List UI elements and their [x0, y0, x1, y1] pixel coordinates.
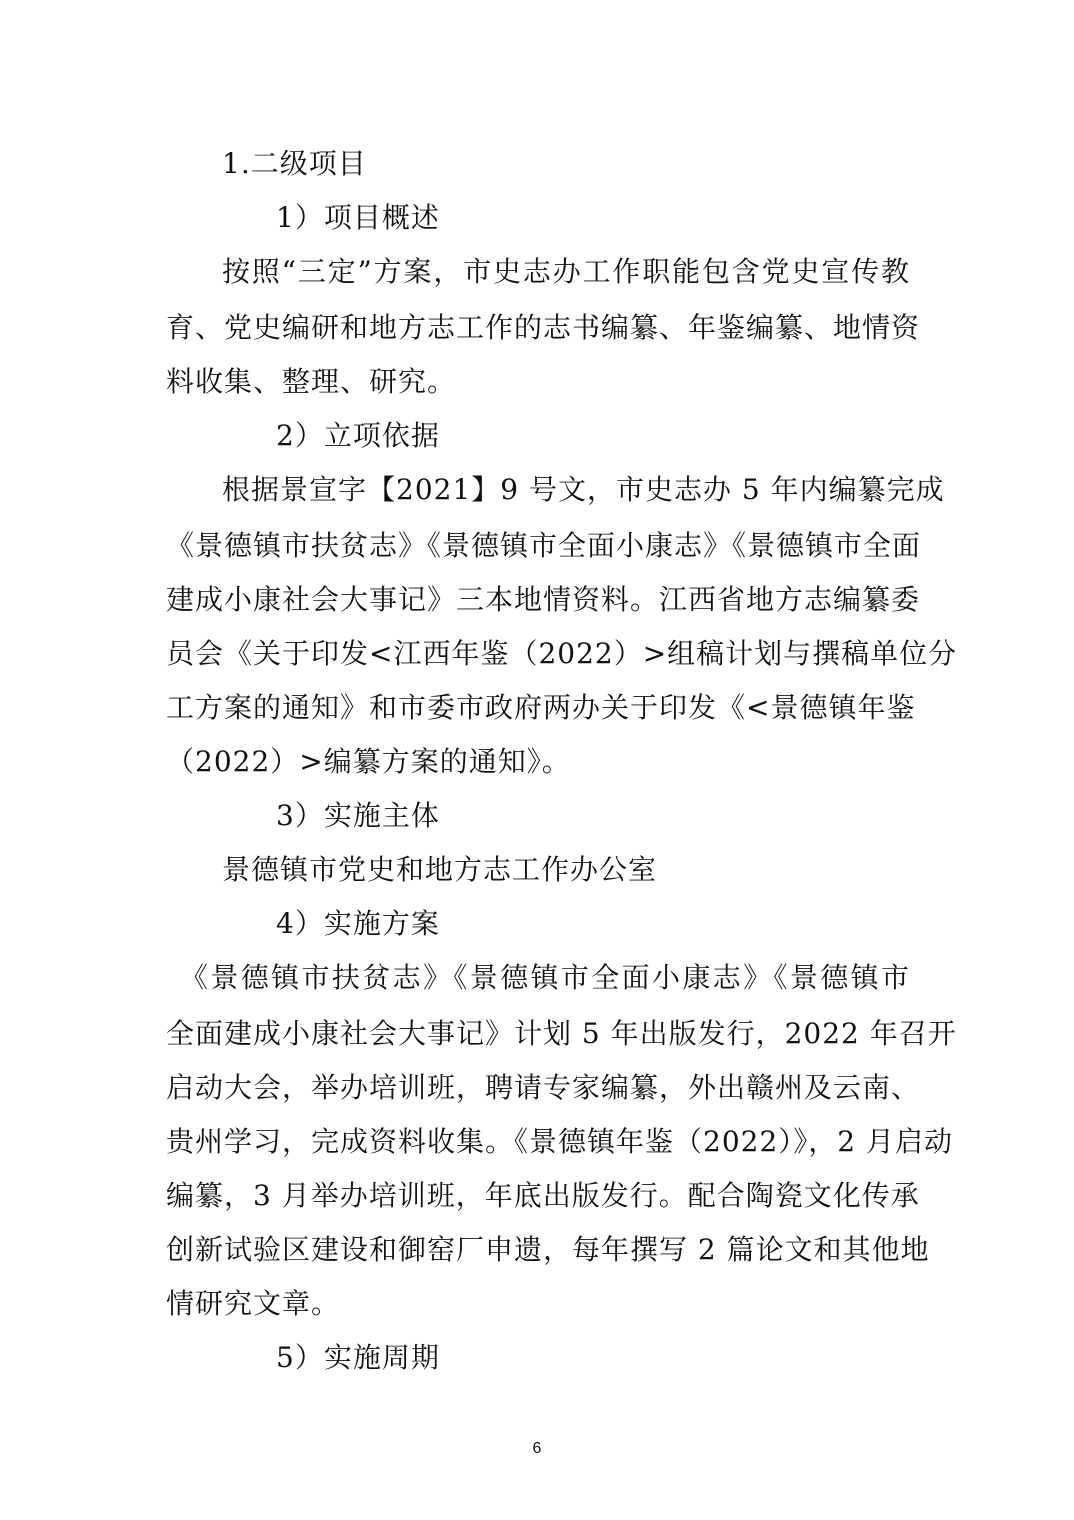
subsection-title: 2）立项依据: [276, 419, 440, 452]
paragraph-line: 编纂，3 月举办培训班，年底出版发行。配合陶瓷文化传承: [166, 1179, 920, 1212]
subsection-title: 1）项目概述: [276, 201, 440, 234]
paragraph-line: 景德镇市党史和地方志工作办公室: [222, 853, 658, 886]
paragraph-line: 贵州学习，完成资料收集。《景德镇年鉴（2022）》，2 月启动: [166, 1125, 953, 1158]
paragraph-line: （2022）>编纂方案的通知》。: [166, 745, 571, 778]
paragraph-line: 按照“三定”方案，市史志办工作职能包含党史宣传教: [222, 255, 910, 288]
page-number: 6: [532, 1440, 542, 1457]
paragraph-line: 创新试验区建设和御窑厂申遗，每年撰写 2 篇论文和其他地: [166, 1233, 930, 1266]
paragraph-line: 情研究文章。: [166, 1287, 341, 1320]
subsection-title: 3）实施主体: [276, 799, 440, 832]
paragraph-line: 建成小康社会大事记》三本地情资料。江西省地方志编纂委: [166, 583, 921, 616]
subsection-title: 4）实施方案: [276, 907, 440, 940]
section-heading: 1.二级项目: [222, 147, 367, 180]
paragraph-line: 启动大会，举办培训班，聘请专家编纂，外出赣州及云南、: [166, 1071, 921, 1104]
paragraph-line: 员会《关于印发<江西年鉴（2022）>组稿计划与撰稿单位分: [166, 637, 958, 670]
paragraph-line: 育、党史编研和地方志工作的志书编纂、年鉴编纂、地情资: [166, 311, 921, 344]
paragraph-line: 全面建成小康社会大事记》计划 5 年出版发行，2022 年召开: [166, 1017, 957, 1050]
paragraph-line: 工方案的通知》和市委市政府两办关于印发《<景德镇年鉴: [166, 691, 916, 724]
paragraph-line: 《景德镇市扶贫志》《景德镇市全面小康志》《景德镇市: [180, 961, 910, 994]
paragraph-line: 料收集、整理、研究。: [166, 365, 457, 398]
paragraph-line: 根据景宣字【2021】9 号文，市史志办 5 年内编纂完成: [222, 473, 945, 506]
paragraph-line: 《景德镇市扶贫志》《景德镇市全面小康志》《景德镇市全面: [166, 529, 922, 562]
subsection-title: 5）实施周期: [276, 1341, 440, 1374]
